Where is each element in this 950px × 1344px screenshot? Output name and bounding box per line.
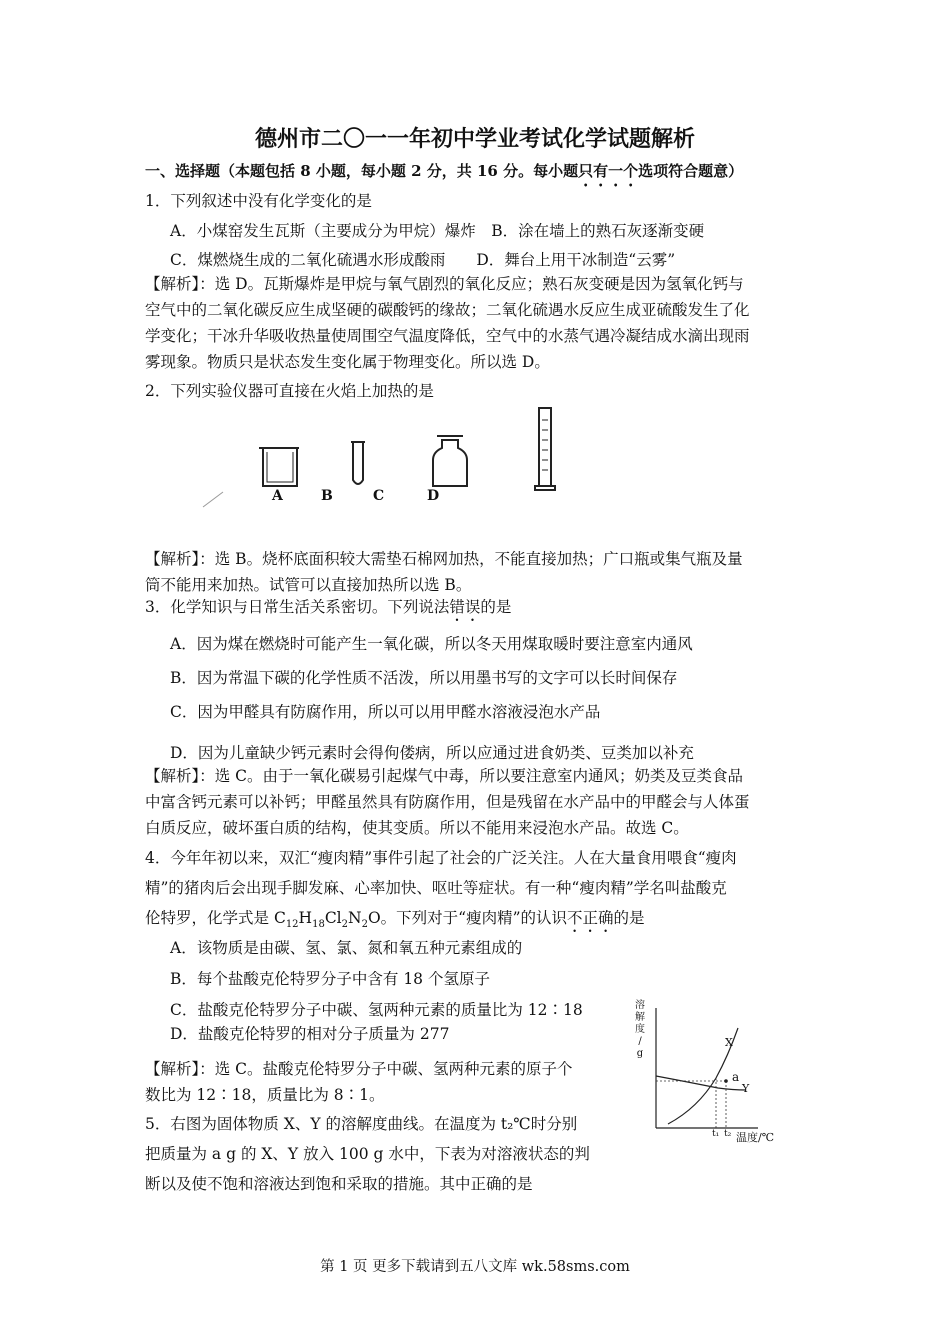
page-footer: 第 1 页 更多下载请到五八文库 wk.58sms.com: [320, 1259, 630, 1275]
t1-label: t₁: [712, 1129, 720, 1139]
solubility-curves: [628, 998, 798, 1148]
point-a-label: a: [732, 1070, 740, 1084]
q3-option-d: D．因为儿童缺少钙元素时会得佝偻病，所以应通过进食奶类、豆类加以补充: [170, 744, 694, 762]
q3-option-a: A．因为煤在燃烧时可能产生一氧化碳，所以冬天用煤取暖时要注意室内通风: [170, 635, 693, 653]
stray-line: [203, 492, 223, 507]
q3-analysis-line: 白质反应，破坏蛋白质的结构，使其变质。所以不能用来浸泡水产品。故选 C。: [145, 819, 689, 837]
q5-stem-line: 断以及使不饱和溶液达到饱和采取的措施。其中正确的是: [145, 1175, 533, 1193]
q1-options-cd: C．煤燃烧生成的二氧化硫遇水形成酸雨 D．舞台上用干冰制造“云雾”: [170, 251, 676, 269]
q4-option-a: A．该物质是由碳、氢、氯、氮和氧五种元素组成的: [170, 939, 523, 957]
y-axis-label: 溶 解 度 / g: [635, 1000, 645, 1059]
reagent-bottle-icon: [433, 436, 467, 486]
q4-analysis-line: 【解析】：选 C。盐酸克伦特罗分子中碳、氢两种元素的原子个: [145, 1060, 573, 1078]
curve-x-label: X: [725, 1036, 733, 1049]
solubility-graph: [628, 998, 798, 1148]
lab-apparatus-figure: [195, 400, 575, 515]
page-title: 德州市二〇一一年初中学业考试化学试题解析: [254, 126, 695, 152]
q2-analysis-line: 【解析】：选 B。烧杯底面积较大需垫石棉网加热，不能直接加热；广口瓶或集气瓶及量: [145, 550, 743, 568]
q3-analysis-line: 【解析】：选 C。由于一氧化碳易引起煤气中毒，所以要注意室内通风；奶类及豆类食品: [145, 767, 744, 785]
q4-option-c: C．盐酸克伦特罗分子中碳、氢两种元素的质量比为 12∶18: [170, 1001, 583, 1019]
q4-stem-line: 4．今年年初以来，双汇“瘦肉精”事件引起了社会的广泛关注。人在大量食用喂食“瘦肉: [145, 849, 737, 867]
apparatus-label-a: A: [272, 488, 283, 504]
x-axis-label: 温度/℃: [736, 1131, 775, 1144]
apparatus-label-c: C: [373, 488, 385, 504]
test-tube-icon: [351, 442, 365, 484]
q4-analysis-line: 数比为 12∶18，质量比为 8∶1。: [145, 1086, 385, 1104]
q1-analysis-line: 【解析】：选 D。瓦斯爆炸是甲烷与氧气剧烈的氧化反应；熟石灰变硬是因为氢氧化钙与: [145, 275, 744, 293]
q1-analysis-line: 空气中的二氧化碳反应生成坚硬的碳酸钙的缘故；二氧化硫遇水反应生成亚硫酸发生了化: [145, 301, 750, 319]
q5-stem-line: 把质量为 a g 的 X、Y 放入 100 g 水中，下表为对溶液状态的判: [145, 1145, 590, 1163]
q3-stem: 3．化学知识与日常生活关系密切。下列说法错误的是: [145, 598, 512, 616]
q1-options-ab: A．小煤窑发生瓦斯（主要成分为甲烷）爆炸 B．涂在墙上的熟石灰逐渐变硬: [170, 222, 705, 240]
chemical-formula: $C_{12}H_{18}Cl_2N_2O$: [273, 909, 381, 931]
q1-analysis-line: 雾现象。物质只是状态发生变化属于物理变化。所以选 D。: [145, 353, 550, 371]
q5-stem-line: 5．右图为固体物质 X、Y 的溶解度曲线。在温度为 t₂℃时分别: [145, 1115, 578, 1133]
q4-stem-line: 精”的猪肉后会出现手脚发麻、心率加快、呕吐等症状。有一种“瘦肉精”学名叫盐酸克: [145, 879, 727, 897]
beaker-icon: [259, 448, 299, 486]
q3-option-b: B．因为常温下碳的化学性质不活泼，所以用墨书写的文字可以长时间保存: [170, 669, 678, 687]
apparatus-label-d: D: [427, 488, 440, 504]
curve-y-label: Y: [742, 1082, 750, 1095]
t2-label: t₂: [724, 1129, 732, 1139]
point-a-marker: [724, 1079, 728, 1083]
q1-stem: 1．下列叙述中没有化学变化的是: [145, 192, 372, 210]
q1-analysis-line: 学变化；干冰升华吸收热量使周围空气温度降低，空气中的水蒸气遇冷凝结成水滴出现雨: [145, 327, 750, 345]
q3-analysis-line: 中富含钙元素可以补钙；甲醛虽然具有防腐作用，但是残留在水产品中的甲醛会与人体蛋: [145, 793, 750, 811]
q4-option-b: B．每个盐酸克伦特罗分子中含有 18 个氢原子: [170, 970, 490, 988]
q2-stem: 2．下列实验仪器可直接在火焰上加热的是: [145, 382, 434, 400]
q4-stem-line: 伦特罗，化学式是 $C_{12}H_{18}Cl_2N_2O$。下列对于“瘦肉精”的认识不正确的是: [145, 909, 645, 931]
section-heading: 一、选择题（本题包括 8 小题，每小题 2 分，共 16 分。每小题只有一个选项符合题意）: [145, 162, 744, 180]
q3-option-c: C．因为甲醛具有防腐作用，所以可以用甲醛水溶液浸泡水产品: [170, 703, 601, 721]
q2-analysis-line: 筒不能用来加热。试管可以直接加热所以选 B。: [145, 576, 472, 594]
apparatus-label-b: B: [321, 488, 333, 504]
graduated-cylinder-icon: [535, 408, 555, 490]
q4-option-d: D．盐酸克伦特罗的相对分子质量为 277: [170, 1025, 450, 1043]
